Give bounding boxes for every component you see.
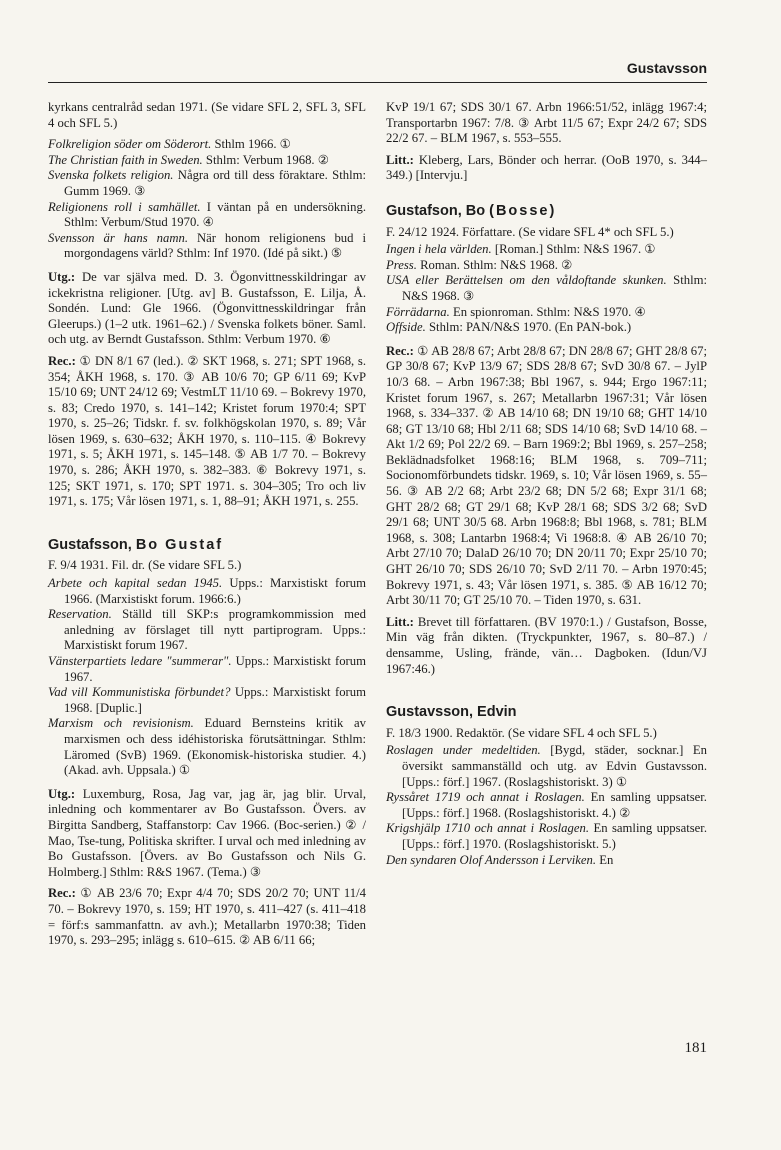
work-item: Ingen i hela världen. [Roman.] Sthlm: N&S 1967. ① bbox=[386, 242, 656, 257]
right-column bbox=[386, 100, 707, 868]
work-item: Svenska folkets religion. Några ord till dess föraktare. Sthlm: Gumm 1969. ③ bbox=[48, 168, 367, 198]
entry2-bio: F. 9/4 1931. Fil. dr. (Se vidare SFL 5.) bbox=[48, 558, 242, 573]
work-item: Vad vill Kommunistiska förbundet? Upps.: Marxistiskt forum 1968. [Duplic.] bbox=[48, 685, 366, 715]
entry2-rec-continued: KvP 19/1 67; SDS 30/1 67. Arbn 1966:51/52, inlägg 1967:4; Transportarbn 1967: 7/8. ③ Arbt 11/5 67; Expr 24/2 67; SDS 22/2 67. – BLM 1967, s. 553–555. bbox=[386, 100, 707, 146]
work-item: Marxism och revisionism. Eduard Bernsteins kritik av marxismen och dess idéhistoriska förutsättningar. Sthlm: Läromed (SvB) 1969. (Ekonomisk-historiska studier. 4.) (Akad. avh. Uppsala.) ① bbox=[48, 716, 366, 778]
work-item: Religionens roll i samhället. I väntan på en undersökning. Sthlm: Verbum/Stud 1970. ④ bbox=[48, 199, 366, 230]
entry4-works bbox=[386, 743, 707, 868]
entry3-heading: Gustafson, Bo (Bosse) bbox=[386, 202, 557, 219]
work-item: Roslagen under medeltiden. [Bygd, städer, socknar.] En översikt sammanställd och utg. av Edvin Gustavsson. [Upps.: förf.] 1967. (Roslagshistoriskt. 3) ① bbox=[386, 743, 707, 789]
entry1-utg: Utg.: De var själva med. D. 3. Ögonvittnesskildringar av ickekristna religioner. [Utg. av] B. Gustafsson, E. Lilja, Å. Sondén. Lund: Gle 1966. (Ögonvittnesskildringar från Gleerups.) (1–2 utk. 1961–62.) / Svenska folkets böner. Saml. och utg. av Berndt Gustafsson. Sthlm: Verbum 1970. ⑥ bbox=[48, 269, 366, 347]
work-item: Reservation. Ställd till SKP:s programkommission med anledning av förslaget till nytt partiprogram. Upps.: Marxistiskt forum 1967. bbox=[48, 607, 366, 653]
entry2-rec: Rec.: ① AB 23/6 70; Expr 4/4 70; SDS 20/2 70; UNT 11/4 70. – Bokrevy 1970, s. 159; HT 1970, s. 411–427 (s. 411–418 = förf:s sammanfattn. av avh.); Metallarbn 1970:38; Tiden 1970, s. 293–295; inlägg s. 610–615. ② AB 6/11 66; bbox=[48, 886, 366, 948]
work-item: Arbete och kapital sedan 1945. Upps.: Marxistiskt forum 1966. (Marxistiskt forum. 1966:6.) bbox=[48, 576, 366, 606]
running-head: Gustavsson bbox=[626, 60, 707, 76]
work-item: USA eller Berättelsen om den våldoftande skunken. Sthlm: N&S 1968. ③ bbox=[386, 273, 707, 303]
header-rule bbox=[48, 82, 707, 83]
left-column bbox=[48, 100, 366, 955]
entry2-litt: Litt.: Kleberg, Lars, Bönder och herrar. (OoB 1970, s. 344–349.) [Intervju.] bbox=[386, 152, 707, 183]
entry1-works bbox=[48, 137, 366, 262]
work-item: Ryssåret 1719 och annat i Roslagen. En samling uppsatser. [Upps.: förf.] 1968. (Roslagshistoriskt. 4.) ② bbox=[386, 790, 707, 820]
work-item: The Christian faith in Sweden. Sthlm: Verbum 1968. ② bbox=[48, 152, 330, 167]
page-number: 181 bbox=[684, 1040, 707, 1056]
work-item: Krigshjälp 1710 och annat i Roslagen. En samling uppsatser. [Upps.: förf.] 1970. (Roslagshistoriskt. 5.) bbox=[386, 821, 707, 851]
entry3-litt: Litt.: Brevet till författaren. (BV 1970:1.) / Gustafson, Bosse, Min väg från dikten. (Tryckpunkter, 1967, s. 80–87.) / densamme, Usling, frände, vän… Dagboken. (Idun/VJ 1967:46.) bbox=[386, 614, 707, 676]
entry3-works bbox=[386, 242, 707, 336]
work-item: Den syndaren Olof Andersson i Lerviken. En bbox=[386, 852, 614, 867]
entry4-heading: Gustavsson, Edvin bbox=[386, 704, 517, 721]
entry4-bio: F. 18/3 1900. Redaktör. (Se vidare SFL 4 och SFL 5.) bbox=[386, 725, 657, 740]
work-item: Press. Roman. Sthlm: N&S 1968. ② bbox=[386, 257, 573, 272]
entry2-utg: Utg.: Luxemburg, Rosa, Jag var, jag är, jag blir. Urval, inledning och kommentarer av Bo Gustafsson. Övers. av Birgitta Sandberg, Staffanstorp: Cav 1966. (Boc-serien.) ② / Mao, Tse-tung, Politiska skrifter. I urval och med inledning av Bo Gustafsson. [Övers. av Bo Gustafsson och Nils G. Holmberg.] Sthlm: R&S 1967. (Tema.) ③ bbox=[48, 786, 366, 879]
entry2-heading: Gustafsson, Bo Gustaf bbox=[48, 536, 224, 553]
entry1-rec: Rec.: ① DN 8/1 67 (led.). ② SKT 1968, s. 271; SPT 1968, s. 354; ÅKH 1968, s. 170. ③ AB 10/6 70; GP 6/11 69; KvP 15/10 69; UNT 24/12 69; VestmLT 11/10 69. – Bokrevy 1970, s. 83; Credo 1970, s. 141–142; Kristet forum 1970:4; SPT 1970, s. 25–26; Tidskr. f. sv. folkhögskolan 1970, s. 89; Vår lösen 1969, s. 630–632; ÅKH 1970, s. 110–115. ④ Bokrevy 1971, s. 5; ÅKH 1971, s. 145–148. ⑤ AB 1/7 70. – Bokrevy 1970, s. 286; ÅKH 1970, s. 382–383. ⑥ Bokrevy 1971, s. 125; SKT 1971, s. 170; SPT 1971. s. 304–305; Tro och liv 1971, s. 175; Vår lösen 1971, s. 1, 88–91; ÅKH 1971, s. 255. bbox=[48, 353, 366, 509]
work-item: Svensson är hans namn. När honom religionens bud i morgondagens värld? Sthlm: Inf 1970. (Idé på sikt.) ⑤ bbox=[48, 230, 366, 261]
entry2-works bbox=[48, 576, 366, 779]
work-item: Offside. Sthlm: PAN/N&S 1970. (En PAN-bok.) bbox=[386, 320, 632, 335]
work-item: Folkreligion söder om Söderort. Sthlm 1966. ① bbox=[48, 137, 292, 152]
entry3-rec: Rec.: ① AB 28/8 67; Arbt 28/8 67; DN 28/8 67; GHT 28/8 67; GP 30/8 67; KvP 13/9 67; SDS 28/8 67; SvD 30/8 67. – JylP 10/3 68. – Arbn 1967:38; Bbl 1967, s. 944; Ergo 1967:11; Kristet forum 1967, s. 267; Metallarbn 1967:31; Vår lösen 1968, s. 334–337. ② AB 14/10 68; DN 19/10 68; GHT 14/10 68; GT 13/10 68; Hbl 2/11 68; SDS 14/10 68; SvD 14/10 68. – Akt 1/2 69; Pol 22/2 69. – Barn 1969:2; Bbl 1969, s. 257–258; Beklädnadsfolket 1968:16; BLM 1968, s. 709–711; Socionomförbundets tidskr. 1969, s. 10; Vår lösen 1969, s. 55–56. ③ AB 2/2 68; Arbt 23/2 68; DN 5/2 68; Expr 31/1 68; GHT 28/2 68; GT 29/1 68; KvP 28/1 68; SDS 3/2 68; SvD 29/1 68; UNT 30/5 68. Arbn 1968:8; Bbl 1968, s. 781; BLM 1968, s. 308; Lantarbn 1968:4; Vi 1968:8. ④ AB 26/10 70; Arbt 27/10 70; DalaD 26/10 70; DN 20/11 70; Expr 25/10 70; GHT 26/10 70; SDS 26/10 70; SvD 2/11 70. – Arbn 1970:45; Bokrevy 1971, s. 43; Vår lösen 1971, s. 385. ⑤ AB 16/12 70; Arbt 30/11 70; GT 25/10 70. – Tiden 1970, s. 631. bbox=[386, 343, 707, 608]
work-item: Förrädarna. En spionroman. Sthlm: N&S 1970. ④ bbox=[386, 304, 646, 319]
entry1-intro: kyrkans centralråd sedan 1971. (Se vidare SFL 2, SFL 3, SFL 4 och SFL 5.) bbox=[48, 100, 366, 130]
work-item: Vänsterpartiets ledare "summerar". Upps.: Marxistiskt forum 1967. bbox=[48, 654, 366, 684]
entry3-bio: F. 24/12 1924. Författare. (Se vidare SFL 4* och SFL 5.) bbox=[386, 224, 674, 239]
